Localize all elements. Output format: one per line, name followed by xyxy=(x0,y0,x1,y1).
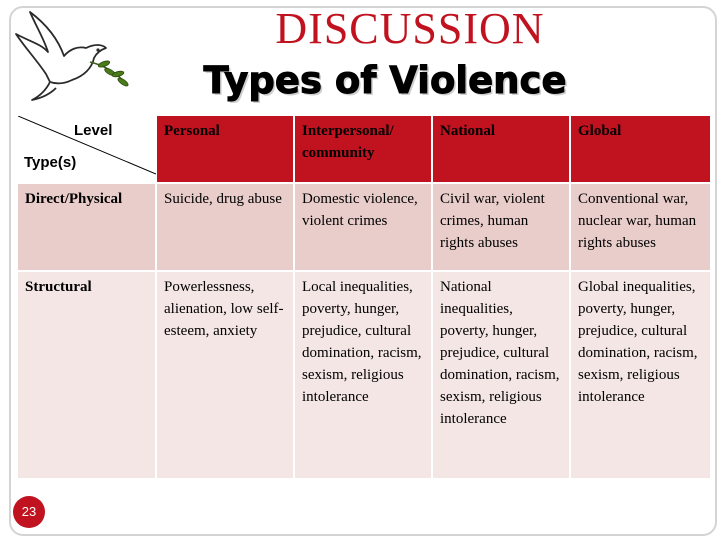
header-cell: Interpersonal/ community xyxy=(294,115,432,183)
table-cell: Powerlessness, alienation, low self-esteem, anxiety xyxy=(156,271,294,478)
table-row xyxy=(18,271,710,478)
table-cell: Suicide, drug abuse xyxy=(156,183,294,271)
table-cell: Local inequalities, poverty, hunger, prejudice, cultural domination, racism, sexism, religious intolerance xyxy=(294,271,432,478)
table-corner-cell xyxy=(18,115,156,183)
table-cell: Civil war, violent crimes, human rights abuses xyxy=(432,183,570,271)
table-cell: Conventional war, nuclear war, human rights abuses xyxy=(570,183,710,271)
row-header-cell: Direct/Physical xyxy=(18,183,156,271)
table-header-row xyxy=(18,115,710,183)
dove-icon xyxy=(6,4,156,104)
header-cell: National xyxy=(432,115,570,183)
slide-title: DISCUSSION xyxy=(275,4,545,53)
header-cell: Global xyxy=(570,115,710,183)
table-row xyxy=(18,183,710,271)
slide-subtitle: Types of Violence xyxy=(203,59,567,102)
row-header-cell: Structural xyxy=(18,271,156,478)
corner-level-label: Level xyxy=(74,122,113,139)
table-cell: National inequalities, poverty, hunger, prejudice, cultural domination, racism, sexism, religious intolerance xyxy=(432,271,570,478)
table-cell: Domestic violence, violent crimes xyxy=(294,183,432,271)
slide-number-badge: 23 xyxy=(13,496,45,528)
header-cell: Personal xyxy=(156,115,294,183)
violence-types-table xyxy=(18,114,710,478)
corner-type-label: Type(s) xyxy=(24,154,77,171)
table-cell: Global inequalities, poverty, hunger, prejudice, cultural domination, racism, sexism, religious intolerance xyxy=(570,271,710,478)
